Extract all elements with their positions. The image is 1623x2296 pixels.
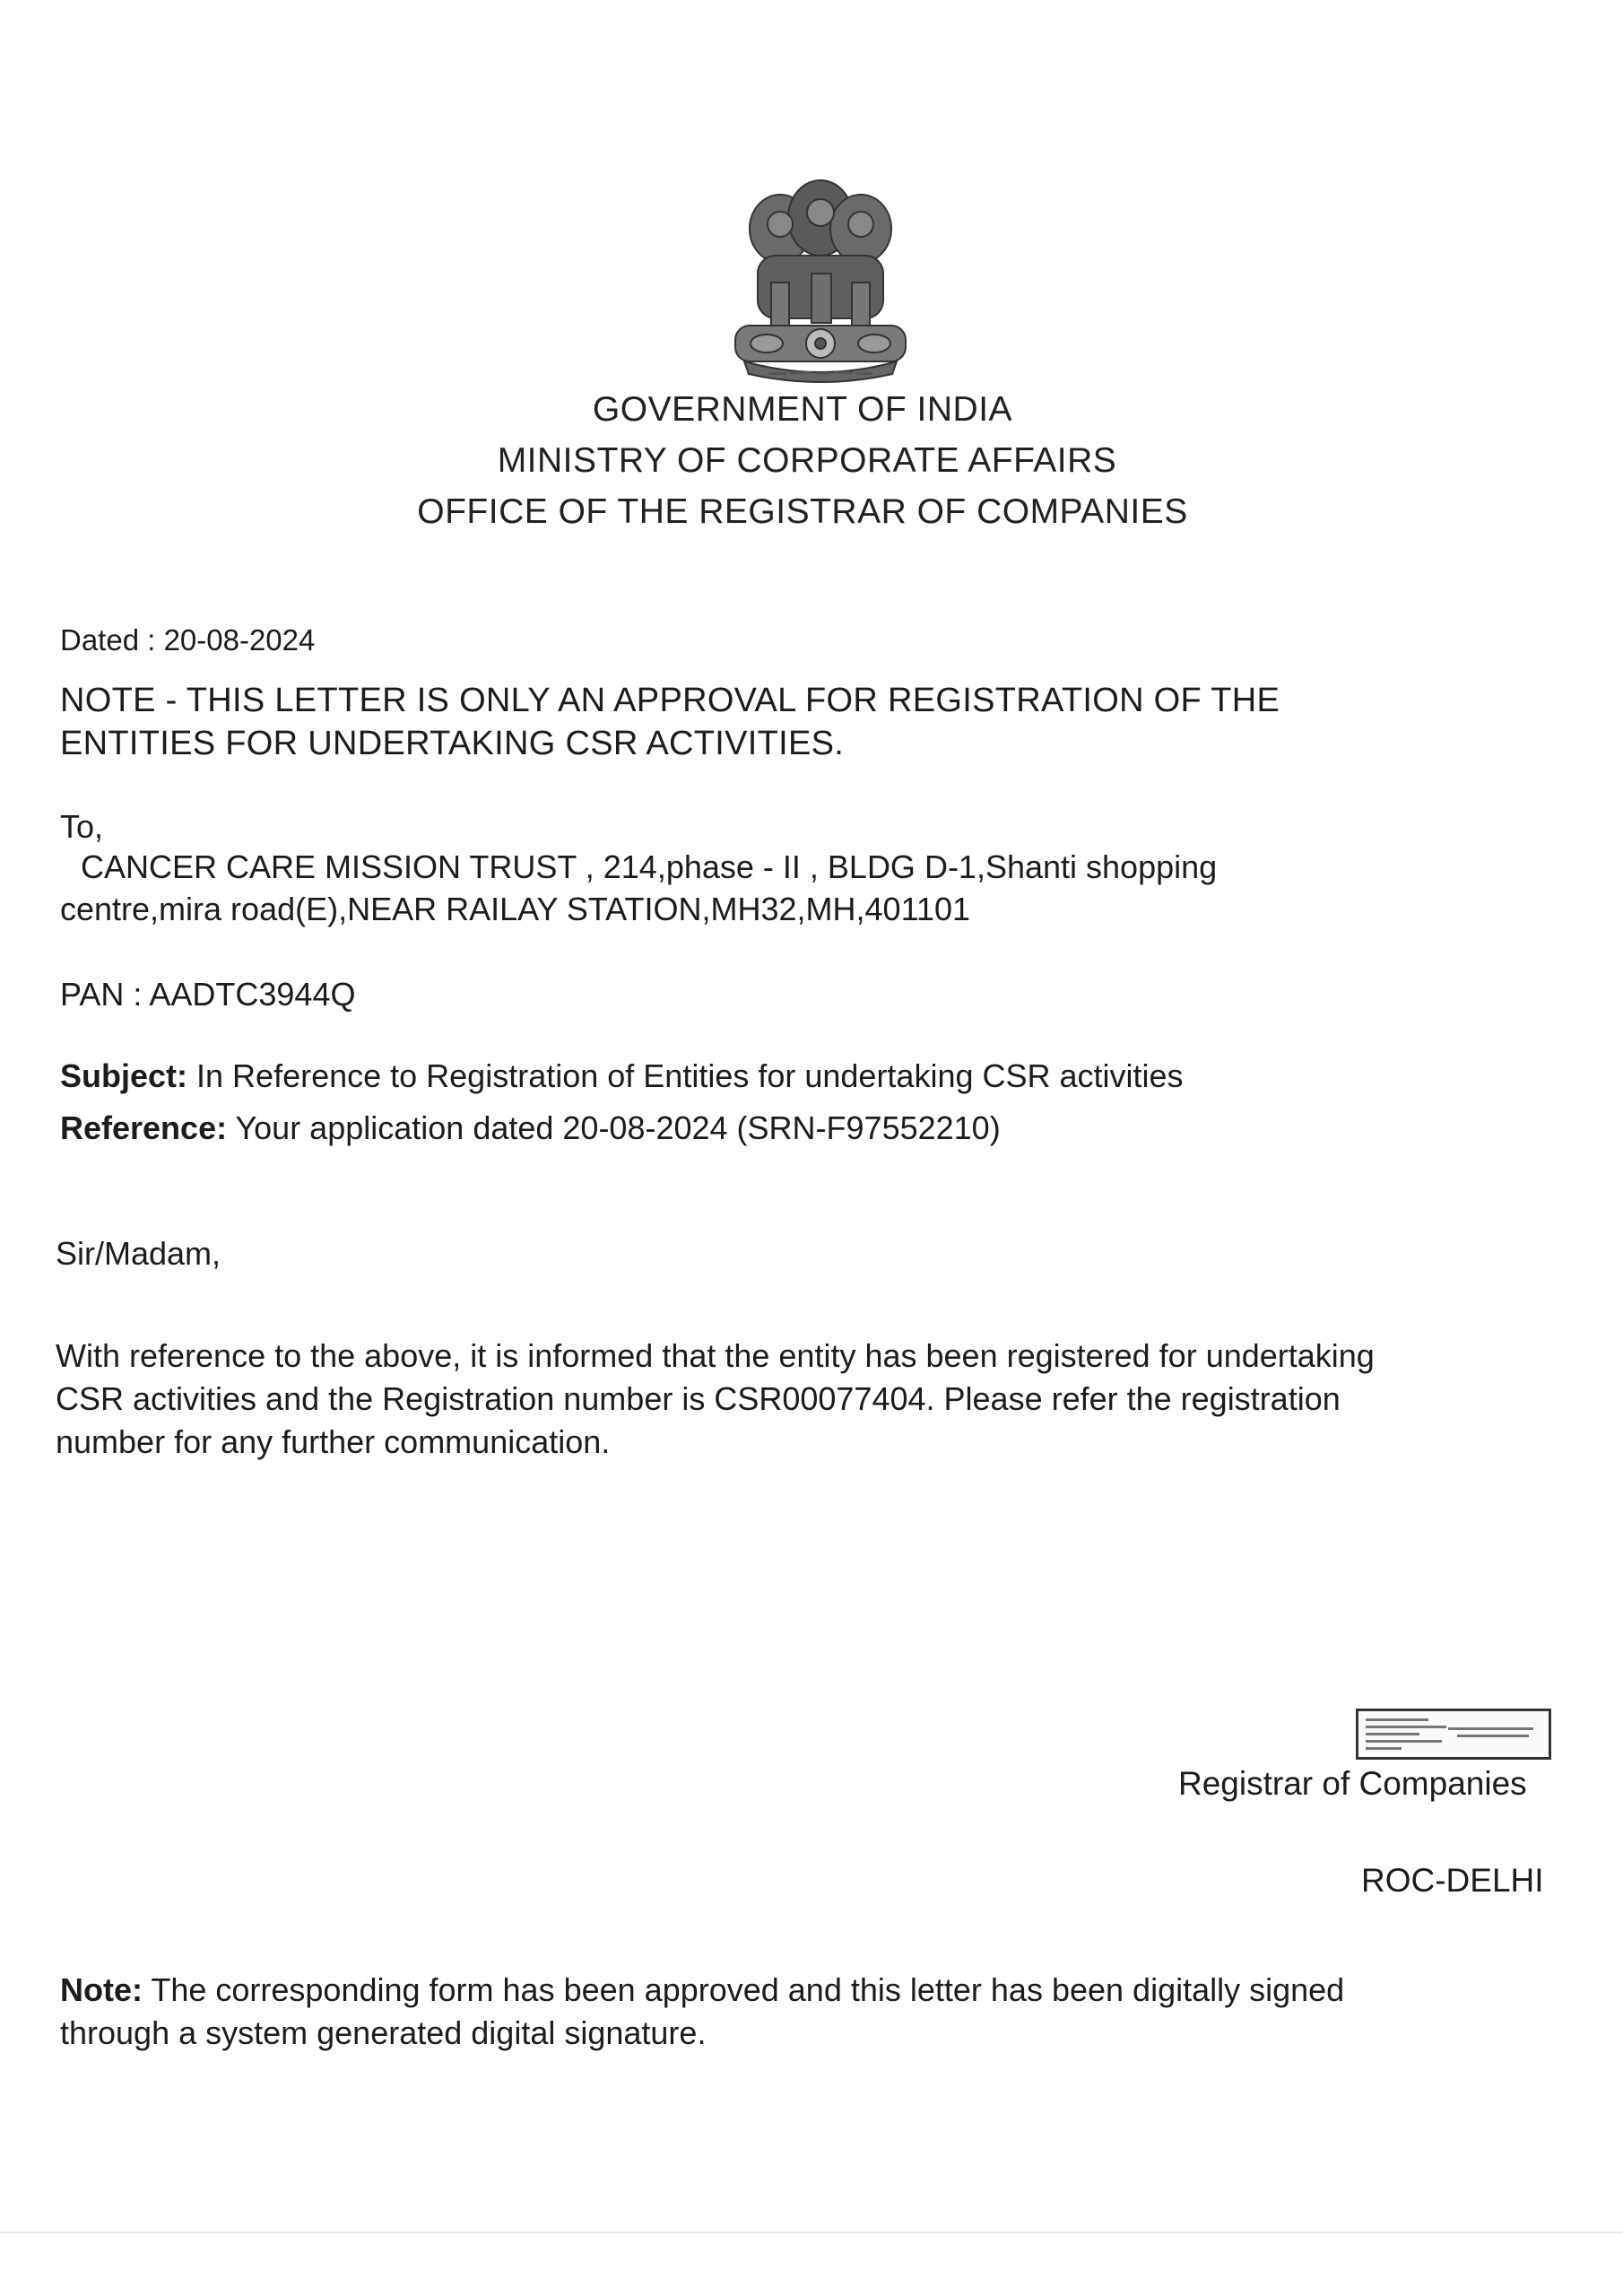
header-government: GOVERNMENT OF INDIA	[592, 390, 1013, 429]
signatory-office: ROC-DELHI	[1361, 1862, 1544, 1899]
approval-note	[60, 679, 1280, 765]
recipient-to: To,	[60, 808, 104, 845]
digital-signature-stamp	[1356, 1709, 1551, 1760]
recipient-address-line1: CANCER CARE MISSION TRUST , 214,phase - II , BLDG D-1,Shanti shopping	[81, 848, 1218, 885]
subject-label: Subject:	[60, 1057, 188, 1094]
digital-signature-note-line2: through a system generated digital signature.	[60, 2014, 707, 2051]
salutation: Sir/Madam,	[56, 1235, 221, 1272]
subject-text: In Reference to Registration of Entities for undertaking CSR activities	[187, 1057, 1184, 1094]
letter-body-line2: CSR activities and the Registration number is CSR00077404. Please refer the registration	[56, 1380, 1341, 1417]
approval-note-line2: ENTITIES FOR UNDERTAKING CSR ACTIVITIES.	[60, 725, 845, 762]
digital-signature-note-line1	[60, 1969, 1344, 2012]
dated-line: Dated : 20-08-2024	[60, 623, 316, 657]
header-office: OFFICE OF THE REGISTRAR OF COMPANIES	[417, 492, 1188, 531]
emblem-motto-mark	[767, 368, 874, 380]
letter-body-line1: With reference to the above, it is informed that the entity has been registered for undertaking	[56, 1337, 1375, 1374]
reference-label: Reference:	[60, 1109, 228, 1146]
header-ministry: MINISTRY OF CORPORATE AFFAIRS	[497, 441, 1117, 480]
approval-note-line1: NOTE - THIS LETTER IS ONLY AN APPROVAL FOR REGISTRATION OF THE	[60, 682, 1280, 719]
recipient-address-line2: centre,mira road(E),NEAR RAILAY STATION,MH32,MH,401101	[60, 891, 970, 927]
reference-line	[60, 1107, 1001, 1149]
pan-number: PAN : AADTC3944Q	[60, 976, 356, 1013]
digital-signature-mark	[1358, 1711, 1549, 1757]
letter-body	[56, 1335, 1375, 1464]
reference-text: Your application dated 20-08-2024 (SRN-F97552210)	[227, 1109, 1001, 1146]
signatory-title: Registrar of Companies	[1178, 1765, 1527, 1802]
digital-signature-note	[60, 1969, 1344, 2055]
note-label: Note:	[60, 1971, 143, 2008]
note-text-line1: The corresponding form has been approved and this letter has been digitally signed	[143, 1971, 1345, 2008]
national-emblem-icon	[717, 175, 924, 390]
letter-body-line3: number for any further communication.	[56, 1423, 611, 1460]
page-bottom-divider	[0, 2231, 1623, 2233]
emblem-caption	[767, 368, 874, 380]
subject-line	[60, 1055, 1184, 1097]
